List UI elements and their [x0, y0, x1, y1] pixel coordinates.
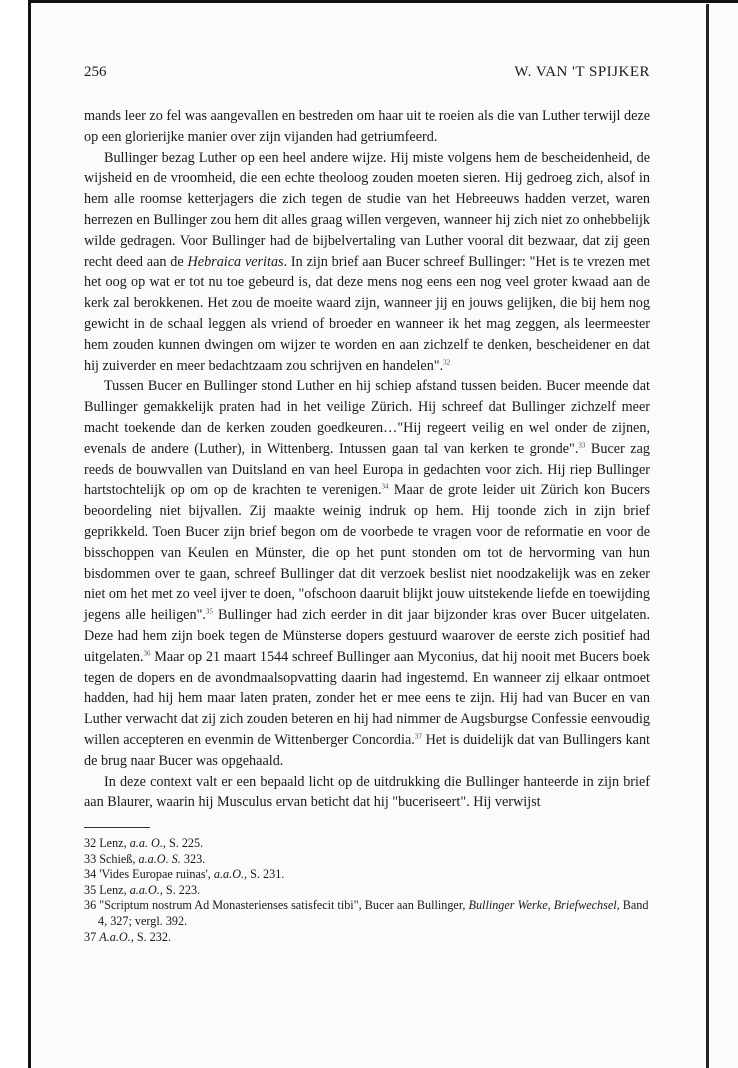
footnote-text: , S. 232. [130, 929, 172, 944]
p3-text-b: Bucer zag reeds de bouwvallen van Duitsland en van heel Europa in gedachten voor zich. Hij riep Bullinger hartstochtelijk op om op de krachten te verenigen. [84, 440, 650, 499]
footnote-37 [84, 930, 650, 946]
footnote-number: 34 [84, 867, 97, 882]
p3-text-d: Bullinger had zich eerder in dit jaar bijzonder kras over Bucer uitgelaten. Deze had hem zijn boek tegen de Münsterse dopers gestuurd waarover de eerste zich positief had uitgelaten. [84, 607, 651, 665]
p2-text-b: . In zijn brief aan Bucer schreef Bullinger: "Het is te vrezen met het oog op wat er tot nu toe gebeurd is, dat deze mens nog eens een nog veel groter kwaad aan de kerk zal berokkenen. Het zou de moeite waard zijn, wanneer jij en jouws gelijken, die bij hem nog gewicht in de schaal leggen als vriend of broeder en wanneer ik het mag zeggen, als leermeester hem zouden kunnen dwingen om wijzer te worden en aan zichzelf te denken, bescheidener en dat hij zuiverder en meer bedachtzaam zou schrijven en handelen". [84, 253, 651, 374]
footnote-italic: a.a. O. [129, 836, 163, 851]
p2-text-a: Bullinger bezag Luther op een heel andere wijze. Hij miste volgens hem de bescheidenheid, de wijsheid en de vroomheid, die een echte theoloog zouden moeten sieren. Hij gedroeg zich, alsof in hem alle roomse ketterjagers die zich tegen de studie van het Hebreeuws hadden verzet, waren herrezen en Bullinger zou hem dit alles graag willen vergeven, wanneer hij zich niet zo onhebbelijk wilde gedragen. Voor Bullinger had de bijbelvertaling van Luther vooral dit bezwaar, dat zij geen recht deed aan de [84, 149, 650, 270]
p3-text-e: Maar op 21 maart 1544 schreef Bullinger aan Myconius, dat hij nooit met Bucers boek tegen de dopers en de avondmaalsopvatting daarin had ingestemd. En wanneer zij elkaar ontmoet hadden, had hij hem maar laten praten, zonder het er mee eens te zijn. Hij had van Bucer en van Luther verwacht dat zij zich zouden beteren en hij had nimmer de Augsburgse Confessie eenvoudig willen accepteren en evenmin de Wittenberger Concordia. [84, 648, 650, 748]
p2-italic: Hebraica veritas [187, 253, 284, 270]
footnote-number: 37 [84, 929, 97, 944]
p3-text-f: Het is duidelijk dat van Bullingers kant de brug naar Bucer was opgehaald. [84, 731, 650, 769]
body-text [84, 106, 650, 813]
scan-edge-bottom [28, 1054, 31, 1068]
footnote-italic: a.a.O. [213, 867, 245, 882]
footnote-ref-34[interactable]: 34 [381, 482, 389, 491]
footnote-text: 'Vides Europae ruinas', [96, 867, 214, 882]
footnote-text: "Scriptum nostrum Ad Monasterienses satisfecit tibi", Bucer aan Bullinger, [96, 898, 469, 913]
footnote-text: Schieß, [96, 851, 139, 866]
footnotes [84, 836, 650, 945]
footnote-ref-36[interactable]: 36 [143, 648, 151, 657]
footnote-text: 323. [180, 851, 206, 866]
p3-text-a: Tussen Bucer en Bullinger stond Luther en hij schiep afstand tussen beiden. Bucer meende dat Bullinger gemakkelijk praten had in het veilige Zürich. Hij schreef dat Bullinger zichzelf meer macht toekende dan de kerken zouden goedkeuren…"Hij regeert veilig en wel onder de zijnen, evenals de andere (Luther), in Wittenberg. Intussen gaan tal van kerken te gronde". [84, 378, 650, 457]
footnote-divider [84, 827, 150, 828]
footnote-ref-33[interactable]: 33 [578, 441, 586, 450]
footnote-ref-35[interactable]: 35 [205, 607, 213, 616]
page-number: 256 [84, 64, 107, 80]
footnote-text: , S. 223. [159, 882, 201, 897]
footnote-text: Lenz, [96, 836, 130, 851]
running-head: W. VAN 'T SPIJKER [514, 64, 650, 80]
footnote-italic: A.a.O. [99, 929, 131, 944]
footnote-italic: a.a.O. [129, 882, 160, 897]
p3-text-c: Maar de grote leider uit Zürich kon Bucers beoordeling niet bijvallen. Zij maakte weinig indruk op hem. Hij toonde zich in zijn brief geprikkeld. Toen Bucer zijn brief begon om de voorbede te vragen voor de reformatie en voor de bisschoppen van Keulen en Münster, die op het punt stonden om tot de hervorming van hun bisdommen over te gaan, schreef Bullinger dat dit verzoek beslist niet noodzakelijk was en zeker niet om het met zo veel ijver te doen, "ofschoon daaruit blijkt jouw uitstekende liefde en toewijding jegens alle heiligen". [84, 482, 650, 624]
paragraph-2 [84, 148, 650, 377]
footnote-number: 35 [84, 882, 97, 897]
footnote-36 [84, 898, 650, 929]
footnote-text: , Band 4, 327; vergl. 392. [98, 898, 649, 929]
paragraph-1: mands leer zo fel was aangevallen en bestreden om haar uit te roeien als die van Luther terwijl deze op een glorierijke manier over zijn vijanden had getriumfeerd. [84, 108, 650, 145]
footnote-35 [84, 883, 650, 899]
footnote-ref-32[interactable]: 32 [443, 357, 451, 366]
scan-edge [706, 4, 709, 1068]
footnote-number: 36 [84, 898, 97, 913]
footnote-32 [84, 836, 650, 852]
footnote-number: 32 [84, 836, 97, 851]
footnote-text: , S. 231. [244, 867, 285, 882]
footnote-italic: a.a.O. S. [138, 851, 181, 866]
footnote-number: 33 [84, 851, 97, 866]
footnote-text: Lenz, [96, 882, 130, 897]
book-page [84, 64, 650, 945]
footnote-italic: Bullinger Werke, Briefwechsel [468, 898, 617, 913]
paragraph-4: In deze context valt er een bepaald licht op de uitdrukking die Bullinger hanteerde in zijn brief aan Blaurer, waarin hij Musculus ervan beticht dat hij "buceriseert". Hij verwijst [84, 773, 650, 811]
footnote-text: , S. 225. [162, 836, 204, 851]
footnote-33 [84, 852, 650, 868]
footnote-ref-37[interactable]: 37 [414, 732, 422, 741]
page-header [84, 64, 650, 86]
paragraph-3 [84, 376, 650, 771]
footnote-34 [84, 867, 650, 883]
